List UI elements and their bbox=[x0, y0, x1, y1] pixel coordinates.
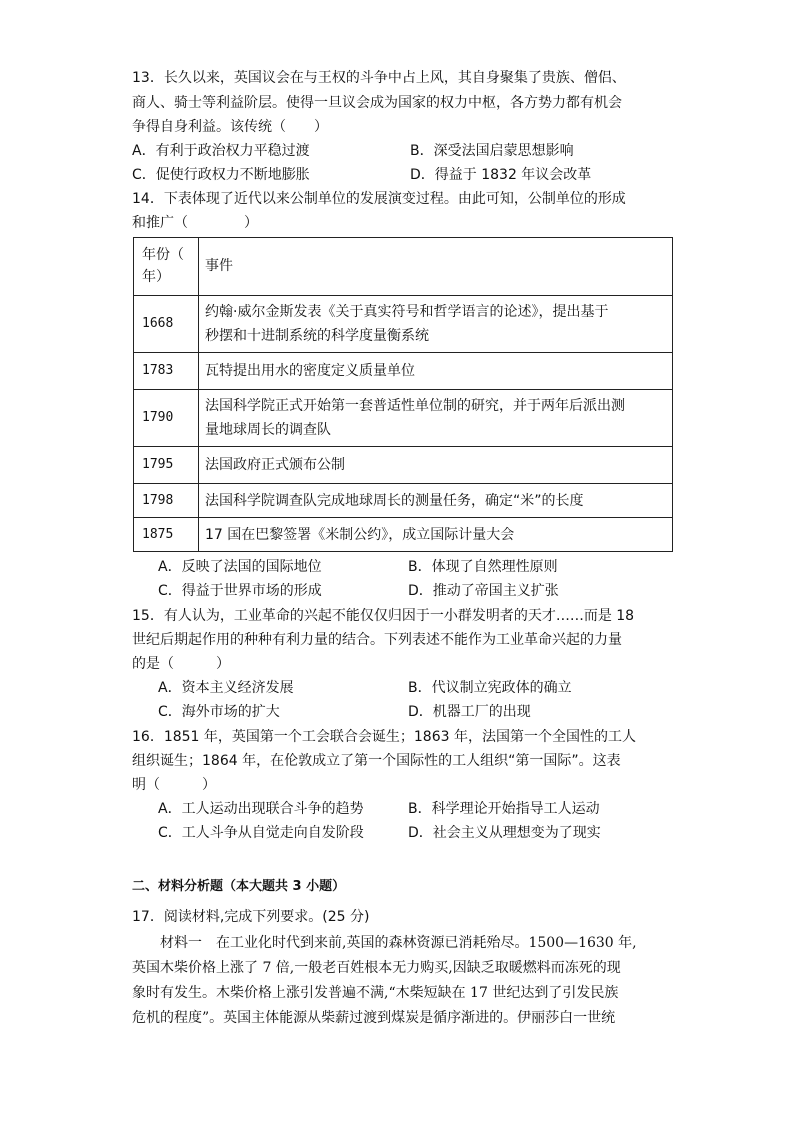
row-event: 17 国在巴黎签署《米制公约》，成立国际计量大会 bbox=[199, 518, 673, 552]
table-row bbox=[134, 484, 673, 518]
metric-history-table bbox=[133, 237, 673, 552]
row-year: 1795 bbox=[134, 447, 199, 484]
table-row bbox=[134, 353, 673, 390]
q14-stem-line-2: 和推广（ ） bbox=[132, 215, 258, 231]
q16-stem-line-3: 明（ ） bbox=[132, 777, 216, 793]
q16-stem-line-2: 组织诞生；1864 年，在伦敦成立了第一个国际性的工人组织“第一国际”。这表 bbox=[132, 753, 621, 769]
q15-option-d[interactable]: D．机器工厂的出现 bbox=[408, 704, 531, 720]
header-event-cell bbox=[199, 238, 673, 296]
row-event: 法国政府正式颁布公制 bbox=[199, 447, 673, 484]
header-event-label: 事件 bbox=[205, 258, 233, 274]
q17-material-line-4: 危机的程度”。英国主体能源从柴薪过渡到煤炭是循序渐进的。伊丽莎白一世统 bbox=[132, 1010, 616, 1026]
row-year: 1783 bbox=[134, 353, 199, 390]
row-event-line-2: 秒摆和十进制系统的科学度量衡系统 bbox=[205, 328, 429, 344]
row-event-line-1: 约翰·威尔金斯发表《关于真实符号和哲学语言的论述》，提出基于 bbox=[205, 304, 609, 320]
q15-stem-line-3: 的是（ ） bbox=[132, 656, 230, 672]
q14-stem-line-1: 14．下表体现了近代以来公制单位的发展演变过程。由此可知，公制单位的形成 bbox=[132, 191, 626, 207]
q17-material-line-2: 英国木柴价格上涨了 7 倍,一般老百姓根本无力购买,因缺乏取暖燃料而冻死的现 bbox=[132, 960, 621, 976]
q16-option-d[interactable]: D．社会主义从理想变为了现实 bbox=[408, 825, 601, 841]
row-event bbox=[199, 296, 673, 353]
q16-option-a[interactable]: A．工人运动出现联合斗争的趋势 bbox=[158, 801, 364, 817]
row-year: 1790 bbox=[134, 390, 199, 447]
header-year-line-2: 年） bbox=[142, 268, 170, 285]
row-year: 1875 bbox=[134, 518, 199, 552]
table-header-row bbox=[134, 238, 673, 296]
q13-stem-line-2: 商人、骑士等利益阶层。使得一旦议会成为国家的权力中枢，各方势力都有机会 bbox=[132, 95, 622, 111]
table-row bbox=[134, 447, 673, 484]
q14-option-a[interactable]: A．反映了法国的国际地位 bbox=[158, 559, 322, 575]
q13-option-b[interactable]: B．深受法国启蒙思想影响 bbox=[410, 143, 574, 159]
q13-option-d[interactable]: D．得益于 1832 年议会改革 bbox=[410, 167, 592, 183]
header-year-cell bbox=[134, 238, 199, 296]
q16-option-b[interactable]: B．科学理论开始指导工人运动 bbox=[408, 801, 600, 817]
q13-option-c[interactable]: C．促使行政权力不断地膨胀 bbox=[132, 167, 310, 183]
table-row bbox=[134, 390, 673, 447]
row-event-line-1: 法国科学院正式开始第一套普适性单位制的研究，并于两年后派出测 bbox=[205, 398, 625, 414]
q15-stem-line-1: 15．有人认为，工业革命的兴起不能仅仅归因于一小群发明者的天才……而是 18 bbox=[132, 608, 635, 624]
row-year: 1798 bbox=[134, 484, 199, 518]
row-year: 1668 bbox=[134, 296, 199, 353]
q15-option-b[interactable]: B．代议制立宪政体的确立 bbox=[408, 680, 572, 696]
row-event: 瓦特提出用水的密度定义质量单位 bbox=[199, 353, 673, 390]
q13-stem-line-1: 13．长久以来，英国议会在与王权的斗争中占上风，其自身聚集了贵族、僧侣、 bbox=[132, 70, 626, 86]
section-2-title: 二、材料分析题（本大题共 3 小题） bbox=[132, 879, 346, 894]
q14-option-c[interactable]: C．得益于世界市场的形成 bbox=[158, 583, 322, 599]
table-row bbox=[134, 518, 673, 552]
q14-option-d[interactable]: D．推动了帝国主义扩张 bbox=[408, 583, 559, 599]
q17-material-line-3: 象时有发生。木柴价格上涨引发普遍不满,“木柴短缺在 17 世纪达到了引发民族 bbox=[132, 985, 619, 1001]
row-event bbox=[199, 390, 673, 447]
row-event: 法国科学院调查队完成地球周长的测量任务，确定“米”的长度 bbox=[199, 484, 673, 518]
q13-option-a[interactable]: A．有利于政治权力平稳过渡 bbox=[132, 143, 310, 159]
row-event-line-2: 量地球周长的调查队 bbox=[205, 422, 331, 438]
q13-stem-line-3: 争得自身利益。该传统（ ） bbox=[132, 119, 328, 135]
q14-option-b[interactable]: B．体现了自然理性原则 bbox=[408, 559, 558, 575]
q15-option-c[interactable]: C．海外市场的扩大 bbox=[158, 704, 280, 720]
table-row bbox=[134, 296, 673, 353]
q17-material-line-1: 材料一 在工业化时代到来前,英国的森林资源已消耗殆尽。1500—1630 年, bbox=[160, 935, 637, 951]
q15-option-a[interactable]: A．资本主义经济发展 bbox=[158, 680, 294, 696]
q16-option-c[interactable]: C．工人斗争从自觉走向自发阶段 bbox=[158, 825, 364, 841]
q16-stem-line-1: 16．1851 年，英国第一个工会联合会诞生；1863 年，法国第一个全国性的工人 bbox=[132, 729, 636, 745]
header-year-line-1: 年份（ bbox=[142, 246, 184, 263]
q17-stem: 17．阅读材料,完成下列要求。(25 分) bbox=[132, 909, 370, 925]
q15-stem-line-2: 世纪后期起作用的种种有利力量的结合。下列表述不能作为工业革命兴起的力量 bbox=[132, 632, 622, 648]
